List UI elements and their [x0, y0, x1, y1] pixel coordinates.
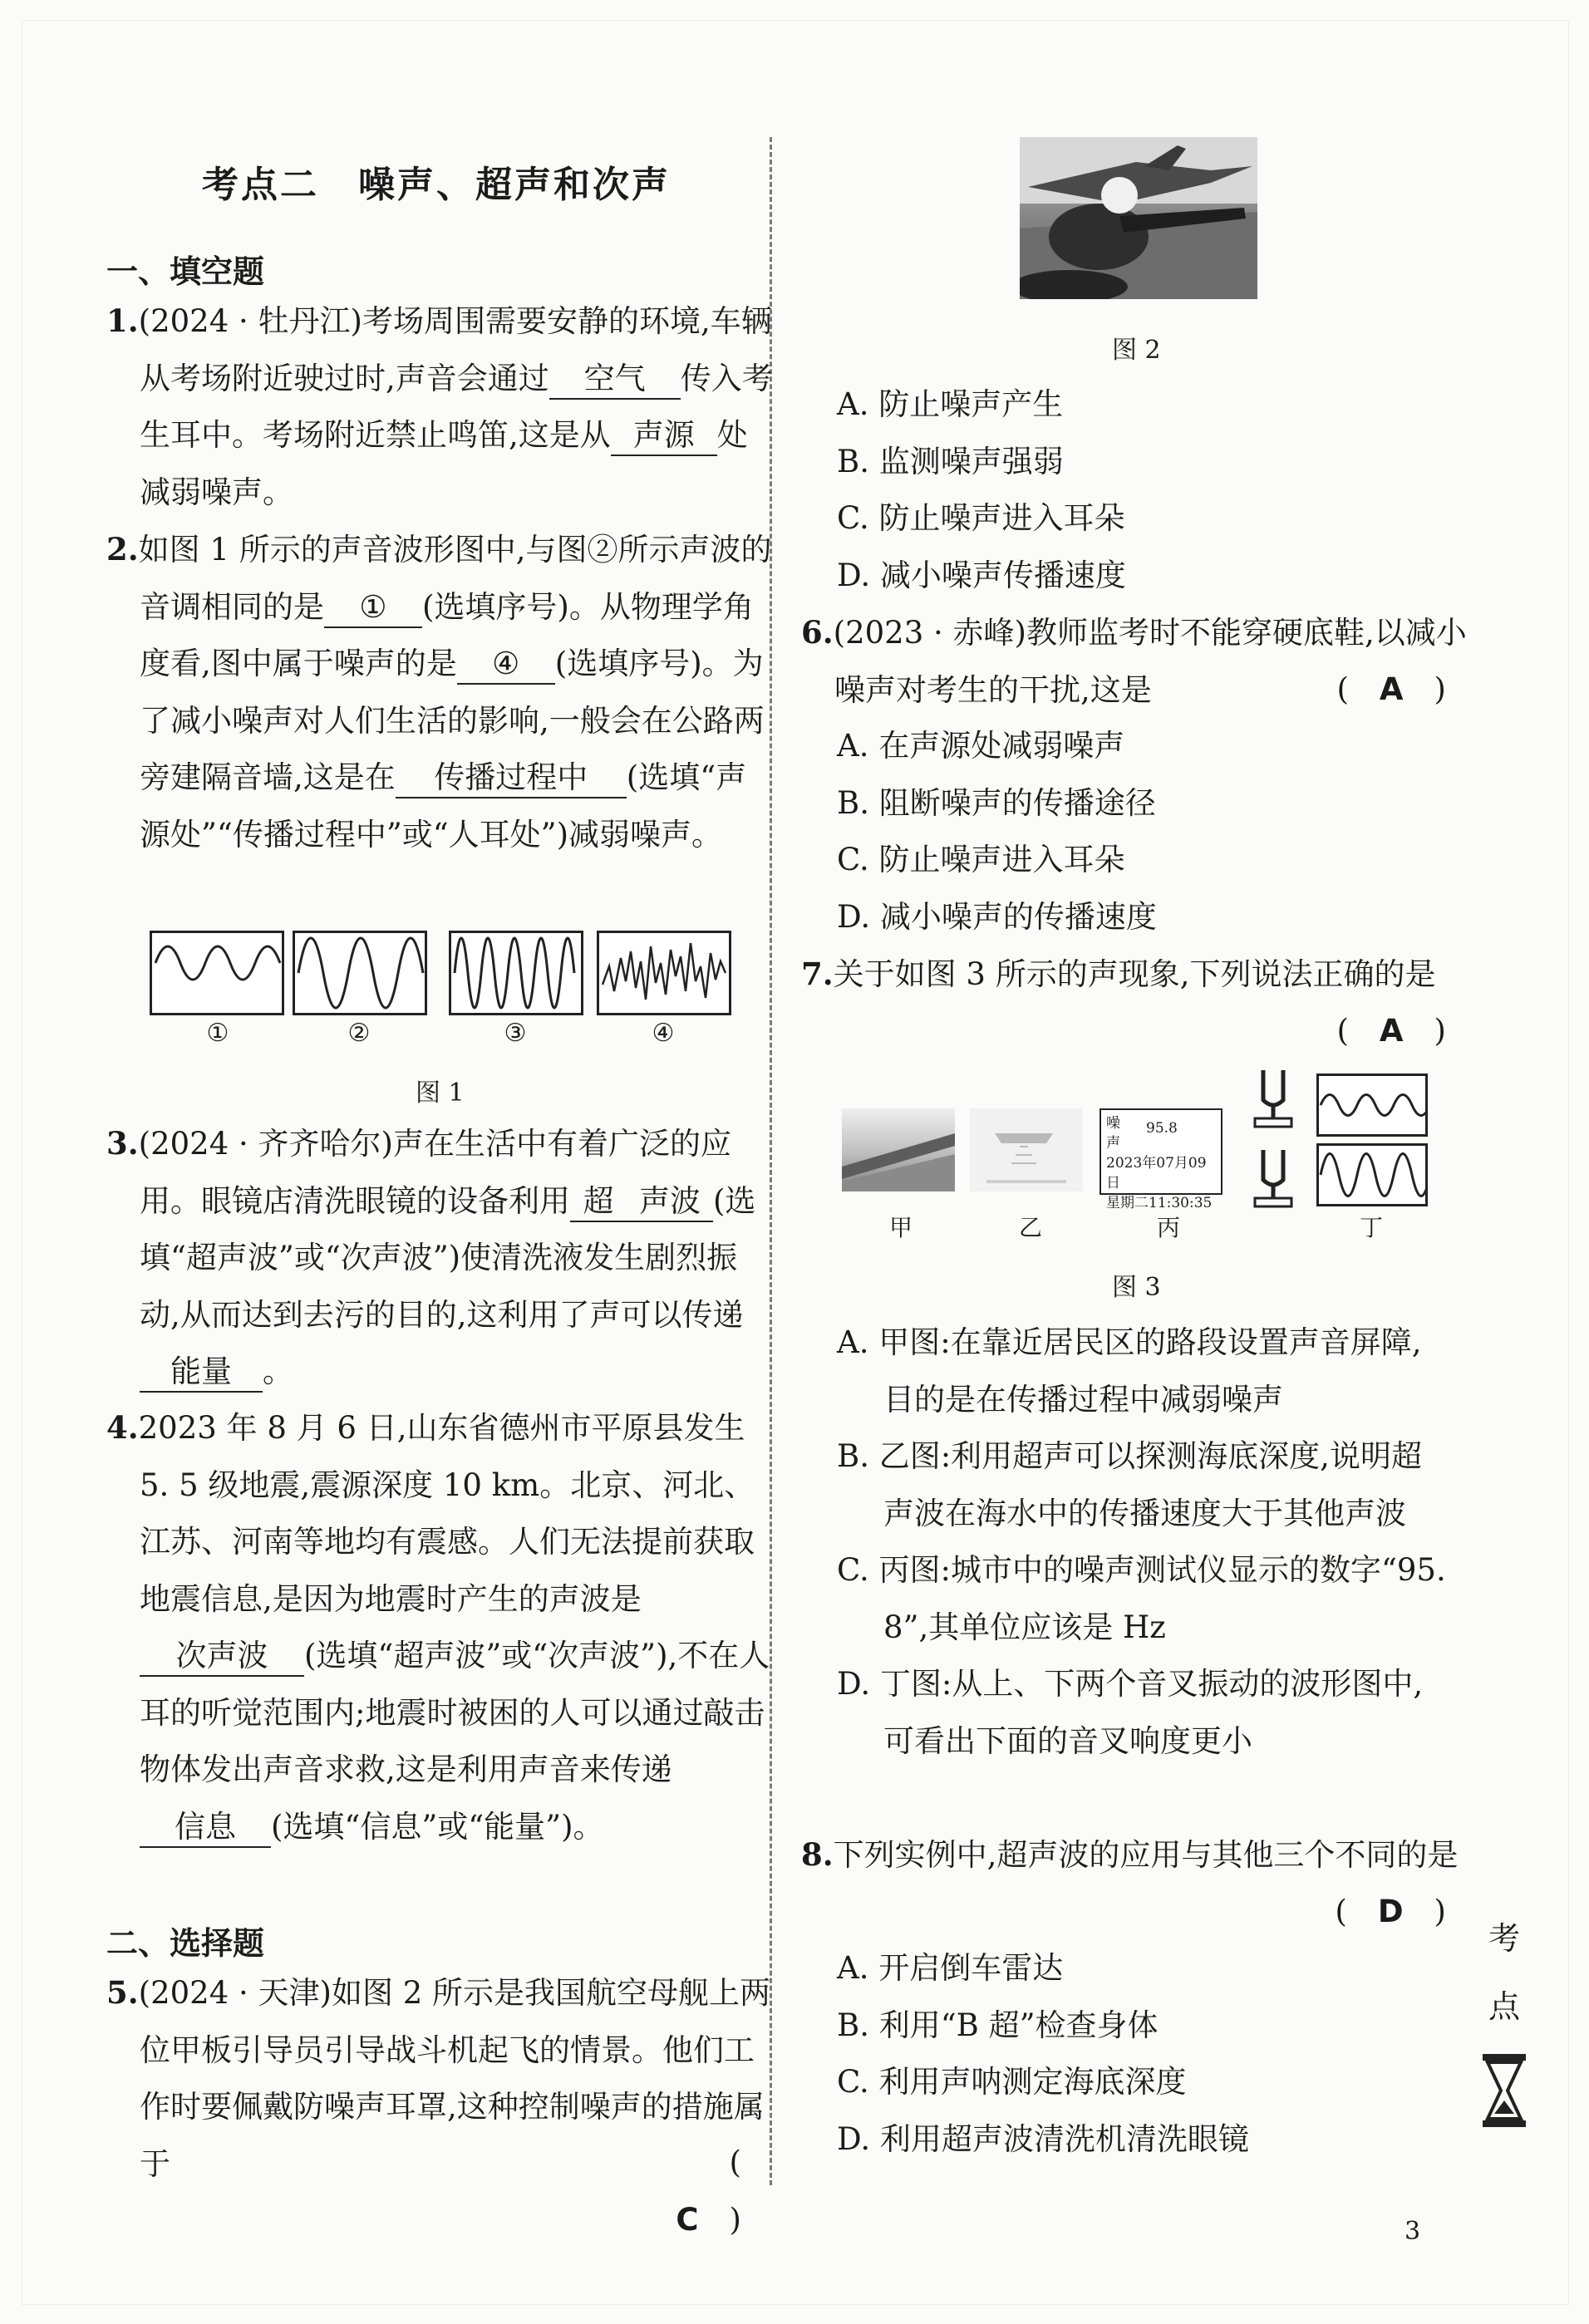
answer-blank: 次声波: [140, 1637, 304, 1677]
figure-3-yi-photo: [970, 1108, 1083, 1191]
question-number: 2.: [106, 531, 139, 567]
option-c: C. 丙图:城市中的噪声测试仪显示的数字“95. 8”,其单位应该是 Hz: [837, 1552, 1446, 1645]
waveform-2: [293, 931, 427, 1015]
meter-label: 声: [1106, 1135, 1120, 1152]
meter-date: 2023年07月09日: [1106, 1155, 1207, 1191]
question-8: 8.下列实例中,超声波的应用与其他三个不同的是: [801, 1836, 1459, 1873]
figure-3-caption: 图 3: [1112, 1273, 1161, 1302]
hourglass-icon: [1479, 2052, 1529, 2129]
answer-choice-5: ( C ): [676, 2145, 772, 2238]
answer-blank: ①: [324, 588, 422, 628]
fork-waveform-top: [1316, 1074, 1428, 1137]
option-a: A. 甲图:在靠近居民区的路段设置声音屏障,目的是在传播过程中减弱噪声: [837, 1324, 1422, 1417]
answer-blank: 能量: [140, 1353, 263, 1393]
part1-heading: 一、填空题: [106, 253, 265, 290]
answer-choice-7: ( A ): [1336, 1013, 1446, 1049]
option-d: D. 减小噪声的传播速度: [837, 898, 1157, 935]
side-tab-char: 考: [1488, 1920, 1520, 1957]
answer-blank: 声源: [611, 416, 717, 456]
question-2: 2.如图 1 所示的声音波形图中,与图②所示声波的音调相同的是 ① (选填序号)。从物理学角度看,图中属于噪声的是 ④ (选填序号)。为了减小噪声对人们生活的影响,一般会在公路两旁建隔音墙,这是在 传播过程中 (选填“声源处”“传播过程中”或“人耳处”)减弱噪声。: [106, 531, 772, 852]
option-d: D. 减小噪声传播速度: [837, 557, 1126, 593]
option-c: C. 防止噪声进入耳朵: [837, 842, 1125, 877]
figure-2-caption: 图 2: [1112, 336, 1161, 365]
figure-3-label: 丁: [1359, 1214, 1383, 1241]
question-number: 8.: [801, 1836, 834, 1873]
waveform-3: [449, 931, 583, 1015]
answer-blank: 信息: [140, 1808, 271, 1848]
waveform-label: ③: [504, 1019, 527, 1048]
figure-3-label: 甲: [888, 1214, 913, 1241]
option-c: C. 防止噪声进入耳朵: [837, 500, 1125, 536]
sonar-ship-icon: [970, 1108, 1083, 1191]
question-7: 7.关于如图 3 所示的声现象,下列说法正确的是: [801, 956, 1436, 992]
option-a: A. 在声源处减弱噪声: [837, 728, 1125, 764]
meter-reading: 95.8: [1146, 1120, 1178, 1137]
section-title: 考点二 噪声、超声和次声: [202, 164, 671, 206]
q8-options: [837, 1940, 1468, 2168]
answer-blank: ④: [457, 645, 555, 685]
meter-label: 噪: [1106, 1115, 1120, 1132]
waveform-4: [597, 931, 731, 1015]
figure-2-photo: [1020, 137, 1257, 299]
answer-blank: 声波: [627, 1182, 713, 1222]
option-b: B. 监测噪声强弱: [837, 443, 1064, 479]
sine-wave-icon: [1319, 1146, 1425, 1204]
figure-3-jia-photo: [842, 1108, 955, 1191]
waveform-label: ②: [347, 1019, 371, 1048]
q5-options: [837, 376, 1468, 604]
question-1: 1.(2024 · 牡丹江)考场周围需要安静的环境,车辆从考场附近驶过时,声音会通过 空气 传入考生耳中。考场附近禁止鸣笛,这是从 声源 处减弱噪声。: [106, 302, 773, 510]
side-tab-char: 点: [1488, 1988, 1520, 2025]
question-number: 6.: [801, 614, 834, 651]
question-4: 4.2023 年 8 月 6 日,山东省德州市平原县发生 5. 5 级地震,震源深度 10 km。北京、河北、江苏、河南等地均有震感。人们无法提前获取地震信息,是因为地震时产生的声波是次声波 (选填“超声波”或“次声波”),不在人耳的听觉范围内;地震时被困的人可以通过敲击物体发出声音求救,这是利用声音来传递信息 (选填“信息”或“能量”)。: [106, 1399, 775, 1855]
question-3: 3.(2024 · 齐齐哈尔)声在生活中有着广泛的应用。眼镜店清洗眼镜的设备利用 超 声波 (选填“超声波”或“次声波”)使清洗液发生剧烈振动,从而达到去污的目的,这利用了声可以传递能量 。: [106, 1115, 775, 1401]
option-b: B. 乙图:利用超声可以探测海底深度,说明超声波在海水中的传播速度大于其他声波: [837, 1438, 1422, 1531]
jet-launch-photo-icon: [1020, 137, 1257, 299]
part2-heading: 二、选择题: [106, 1925, 265, 1962]
option-b: B. 利用“B 超”检查身体: [837, 2007, 1159, 2043]
question-number: 7.: [801, 956, 834, 992]
option-d: D. 利用超声波清洗机清洗眼镜: [837, 2120, 1249, 2157]
option-c: C. 利用声呐测定海底深度: [837, 2064, 1187, 2100]
answer-choice-8: ( D ): [1335, 1894, 1446, 1929]
figure-3-label: 乙: [1018, 1214, 1042, 1241]
q6-options: [837, 718, 1468, 946]
sine-wave-icon: [152, 933, 282, 1013]
waveform-1: [150, 931, 284, 1015]
sine-wave-icon: [451, 933, 581, 1013]
page-number: 3: [1405, 2217, 1421, 2246]
answer-choice-6: ( A ): [1336, 671, 1446, 707]
sine-wave-icon: [295, 933, 425, 1013]
question-5: 5.(2024 · 天津)如图 2 所示是我国航空母舰上两位甲板引导员引导战斗机起飞的情景。他们工作时要佩戴防噪声耳罩,这种控制噪声的措施属于: [106, 1974, 771, 2182]
option-d: D. 丁图:从上、下两个音叉振动的波形图中,可看出下面的音叉响度更小: [837, 1666, 1424, 1759]
sound-barrier-icon: [842, 1108, 955, 1191]
question-number: 4.: [106, 1409, 139, 1446]
option-a: A. 开启倒车雷达: [837, 1950, 1064, 1986]
answer-blank: 超: [570, 1182, 627, 1222]
noise-wave-icon: [599, 933, 729, 1013]
question-6: 6.(2023 · 赤峰)教师监考时不能穿硬底鞋,以减小噪声对考生的干扰,这是: [801, 614, 1467, 708]
option-a: A. 防止噪声产生: [837, 386, 1064, 422]
waveform-label: ①: [206, 1019, 229, 1048]
question-number: 3.: [106, 1125, 139, 1162]
figure-1-caption: 图 1: [416, 1078, 465, 1108]
answer-blank: 空气: [549, 360, 681, 400]
sine-wave-icon: [1319, 1076, 1425, 1134]
waveform-label: ④: [652, 1019, 675, 1048]
answer-blank: 传播过程中: [396, 759, 627, 798]
question-number: 5.: [106, 1974, 139, 2011]
noise-meter-display: [1100, 1108, 1222, 1211]
tuning-fork-icon: [1248, 1065, 1298, 1215]
fork-waveform-bottom: [1316, 1143, 1428, 1206]
figure-3-label: 丙: [1156, 1214, 1180, 1241]
q7-options: [837, 1314, 1446, 1770]
meter-time: 星期二11:30:35: [1106, 1195, 1213, 1211]
question-number: 1.: [106, 302, 139, 339]
option-b: B. 阻断噪声的传播途径: [837, 784, 1156, 821]
